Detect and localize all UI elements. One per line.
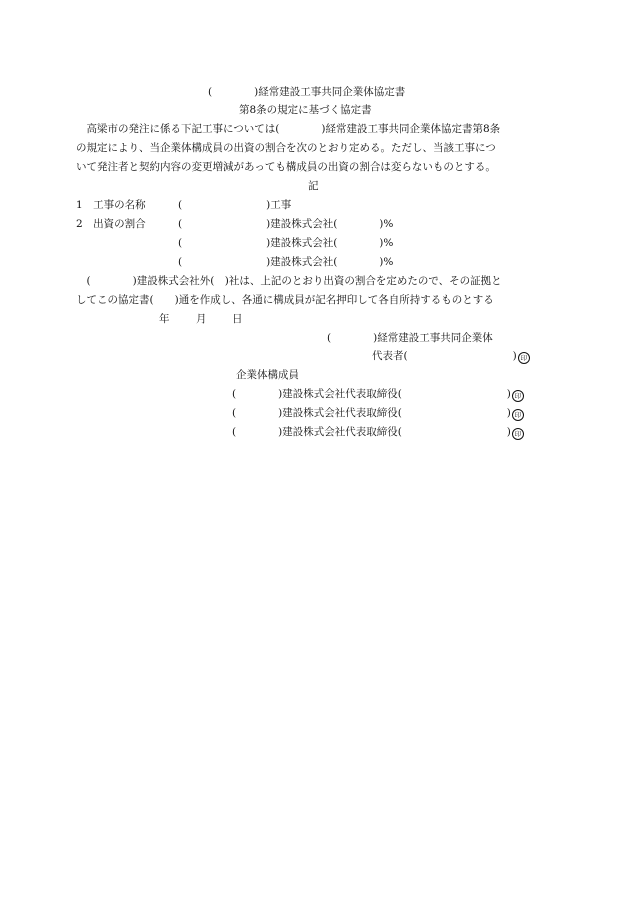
closing-line-1: ( )建設株式会社外( )社は、上記のとおり出資の割合を定めたので、その証拠と	[76, 275, 502, 287]
ki-heading: 記	[308, 180, 319, 192]
representative-line	[372, 350, 530, 364]
seal-icon: 印	[512, 409, 524, 421]
seal-icon: 印	[512, 428, 524, 440]
share-row: ( )建設株式会社( )%	[178, 218, 394, 230]
member-text: ( )建設株式会社代表取締役( )	[232, 407, 511, 419]
item1-label: 1 工事の名称	[76, 199, 146, 211]
document-title: ( )経常建設工事共同企業体協定書	[208, 86, 406, 98]
member-line	[232, 407, 524, 421]
share-row: ( )建設株式会社( )%	[178, 237, 394, 249]
date-month: 月	[196, 313, 207, 325]
representative-text: 代表者( )	[372, 350, 517, 362]
intro-line-1: 高梁市の発注に係る下記工事については( )経常建設工事共同企業体協定書第8条	[76, 123, 501, 135]
intro-line-2: の規定により、当企業体構成員の出資の割合を次のとおり定める。ただし、当該工事につ	[76, 142, 496, 154]
item2-label: 2 出資の割合	[76, 218, 146, 230]
intro-line-3: いて発注者と契約内容の変更増減があっても構成員の出資の割合は変らないものとする。	[76, 161, 496, 173]
member-line	[232, 388, 524, 402]
members-heading: 企業体構成員	[236, 369, 299, 381]
member-line	[232, 426, 524, 440]
closing-line-2: してこの協定書( )通を作成し、各通に構成員が記名押印して各自所持するものとする	[76, 294, 494, 306]
date-day: 日	[232, 313, 243, 325]
seal-icon: 印	[512, 390, 524, 402]
document-subtitle: 第8条の規定に基づく協定書	[239, 104, 372, 116]
member-text: ( )建設株式会社代表取締役( )	[232, 388, 511, 400]
share-row: ( )建設株式会社( )%	[178, 256, 394, 268]
date-year: 年	[159, 313, 170, 325]
jv-name: ( )経常建設工事共同企業体	[327, 332, 493, 344]
seal-icon: 印	[518, 352, 530, 364]
item1-value: ( )工事	[178, 199, 292, 211]
member-text: ( )建設株式会社代表取締役( )	[232, 426, 511, 438]
